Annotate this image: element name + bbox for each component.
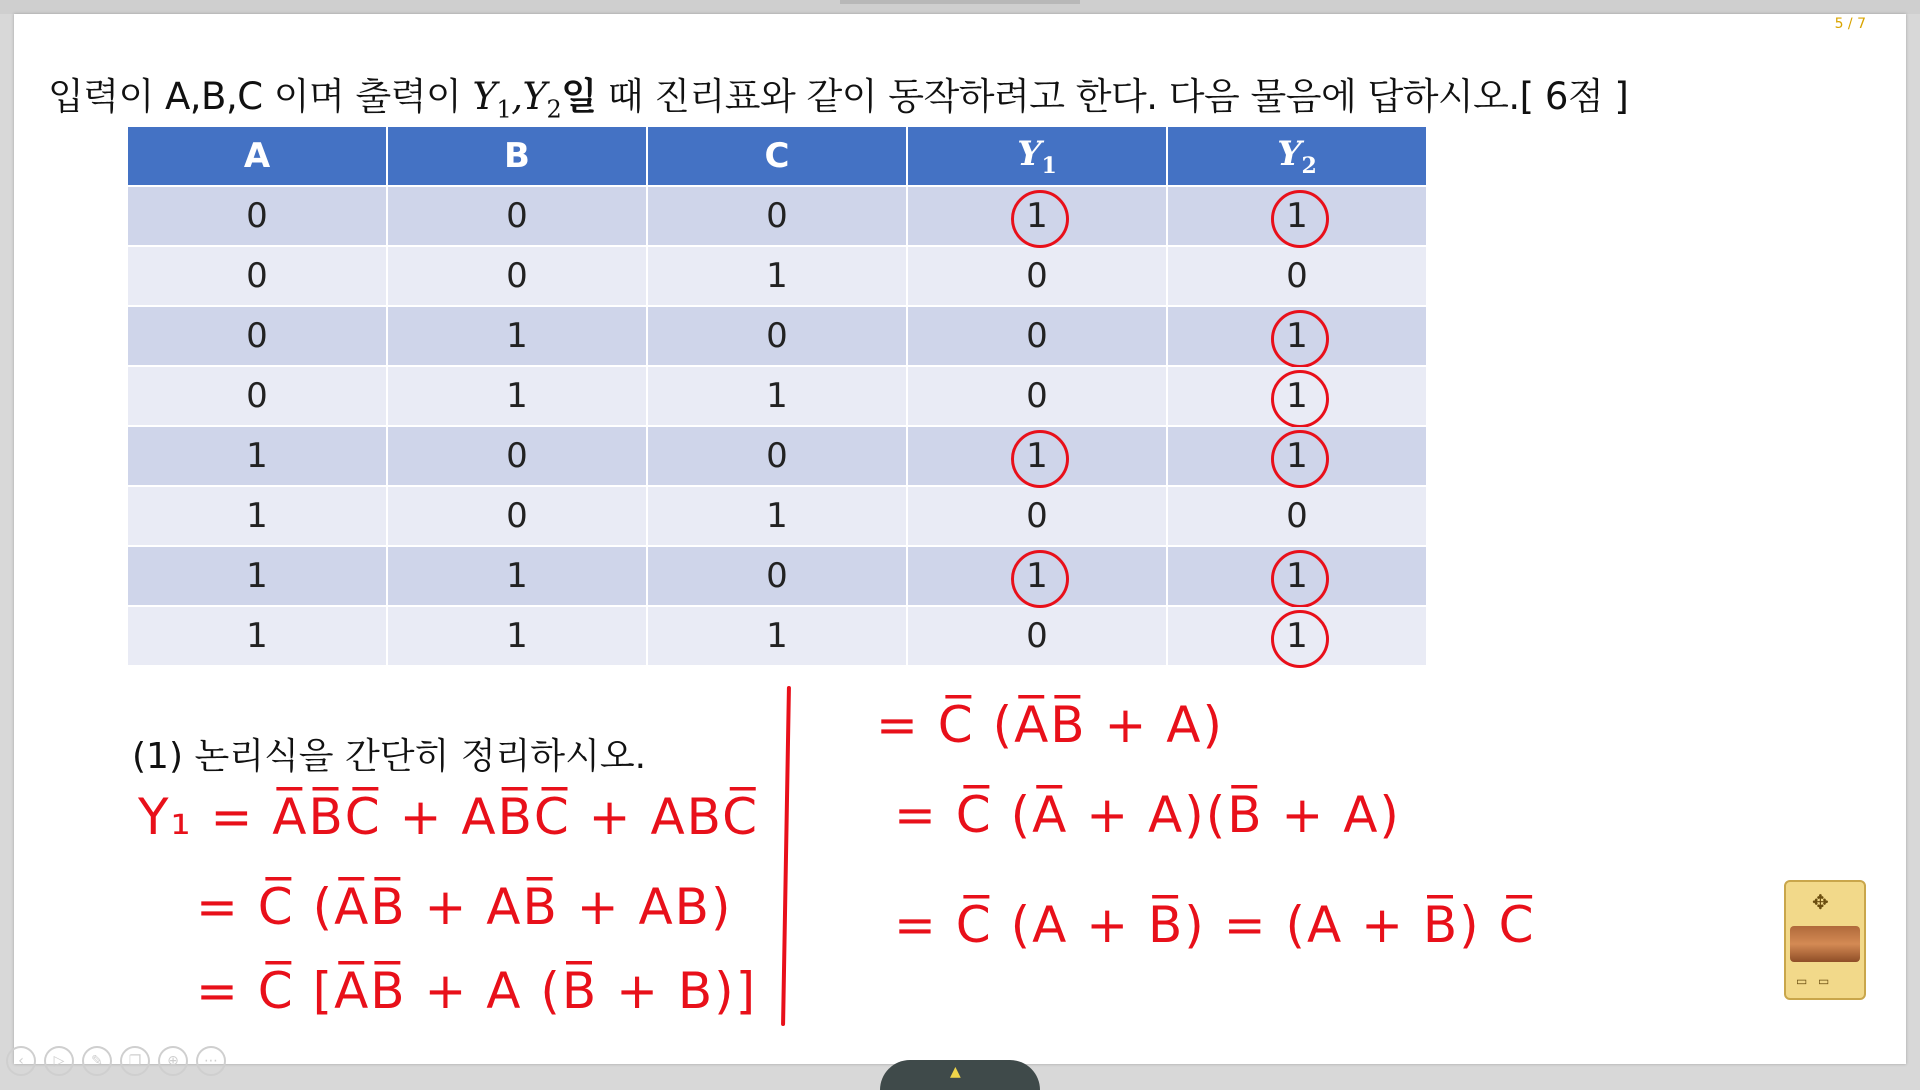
table-cell: 0 (128, 366, 387, 426)
table-cell: 1 (1167, 186, 1427, 246)
table-row (128, 546, 1427, 606)
comma: , (511, 75, 523, 118)
expand-icon[interactable]: ▲ (950, 1064, 961, 1080)
table-cell: 1 (1167, 306, 1427, 366)
table-cell: 1 (907, 426, 1167, 486)
table-cell: 0 (387, 246, 647, 306)
table-cell: 1 (387, 306, 647, 366)
page-number: 5 / 7 (1834, 16, 1866, 32)
table-cell: 1 (128, 606, 387, 665)
pen-icon[interactable]: ✎ (82, 1046, 112, 1076)
table-cell: 1 (128, 426, 387, 486)
handwriting-right-line2: = C̅ (A̅ + A)(B̅ + A) (894, 786, 1401, 844)
table-cell: 0 (1167, 486, 1427, 546)
table-cell: 1 (387, 606, 647, 665)
table-cell: 0 (907, 306, 1167, 366)
header-y2: $Y_2$ (1167, 127, 1427, 186)
table-cell: 1 (647, 366, 907, 426)
table-row (128, 486, 1427, 546)
table-cell: 0 (1167, 246, 1427, 306)
handwriting-right-line1: = C̅ (A̅B̅ + A) (876, 696, 1224, 754)
table-row (128, 366, 1427, 426)
table-cell: 0 (647, 186, 907, 246)
table-row (128, 606, 1427, 665)
top-tab (840, 0, 1080, 4)
table-cell: 0 (907, 246, 1167, 306)
table-cell: 1 (647, 486, 907, 546)
play-icon[interactable]: ▷ (44, 1046, 74, 1076)
question-bold-word: 일 (561, 75, 597, 118)
table-cell: 1 (907, 546, 1167, 606)
table-cell: 0 (907, 366, 1167, 426)
copy-icon[interactable]: ❐ (120, 1046, 150, 1076)
widget-grip[interactable] (1790, 926, 1860, 962)
table-cell: 1 (128, 486, 387, 546)
table-cell: 0 (387, 486, 647, 546)
zoom-icon[interactable]: ⊕ (158, 1046, 188, 1076)
header-y1: $Y_1$ (907, 127, 1167, 186)
table-cell: 1 (647, 606, 907, 665)
table-cell: 1 (647, 246, 907, 306)
handwriting-left-line2: = C̅ (A̅B̅ + AB̅ + AB) (196, 878, 733, 936)
table-cell: 0 (128, 306, 387, 366)
table-cell: 1 (907, 186, 1167, 246)
table-cell: 1 (1167, 426, 1427, 486)
table-cell: 1 (387, 366, 647, 426)
handwriting-right-line3: = C̅ (A + B̅) = (A + B̅) C̅ (894, 896, 1536, 954)
table-cell: 1 (1167, 546, 1427, 606)
header-b: B (387, 127, 647, 186)
truth-table (128, 127, 1428, 665)
table-header-row (128, 127, 1427, 186)
table-cell: 0 (647, 426, 907, 486)
table-cell: 0 (907, 486, 1167, 546)
table-cell: 0 (647, 546, 907, 606)
sub-question: (1) 논리식을 간단히 정리하시오. (132, 736, 647, 777)
handwriting-left-line1: Y₁ = A̅B̅C̅ + AB̅C̅ + ABC̅ (138, 788, 760, 846)
table-cell: 0 (128, 246, 387, 306)
header-a: A (128, 127, 387, 186)
top-strip (0, 0, 1920, 14)
table-cell: 0 (387, 186, 647, 246)
pen-tool-widget[interactable] (1784, 880, 1866, 1000)
header-c: C (647, 127, 907, 186)
table-cell: 1 (128, 546, 387, 606)
table-cell: 1 (1167, 606, 1427, 665)
question-suffix: 때 진리표와 같이 동작하려고 한다. 다음 물음에 답하시오.[ 6점 ] (596, 75, 1629, 118)
table-row (128, 186, 1427, 246)
table-cell: 0 (907, 606, 1167, 665)
bottom-toolbar-tab[interactable] (880, 1060, 1040, 1090)
handwriting-left-line3: = C̅ [A̅B̅ + A (B̅ + B)] (196, 962, 758, 1020)
table-row (128, 306, 1427, 366)
table-cell: 0 (128, 186, 387, 246)
table-cell: 1 (387, 546, 647, 606)
table-cell: 0 (387, 426, 647, 486)
table-row (128, 246, 1427, 306)
question-prefix: 입력이 A,B,C 이며 출력이 (48, 75, 473, 118)
widget-left-icon[interactable]: ▭ (1796, 974, 1808, 988)
table-body (128, 186, 1427, 665)
y2-symbol: $Y_2$ (522, 75, 562, 124)
move-arrows-icon[interactable]: ✥ (1812, 890, 1829, 914)
table-row (128, 426, 1427, 486)
question-text (48, 66, 1628, 123)
table-cell: 0 (647, 306, 907, 366)
widget-mid-icon[interactable]: ▭ (1818, 974, 1830, 988)
more-icon[interactable]: ⋯ (196, 1046, 226, 1076)
prev-icon[interactable]: ‹ (6, 1046, 36, 1076)
table-cell: 1 (1167, 366, 1427, 426)
y1-symbol: $Y_1$ (472, 75, 512, 124)
